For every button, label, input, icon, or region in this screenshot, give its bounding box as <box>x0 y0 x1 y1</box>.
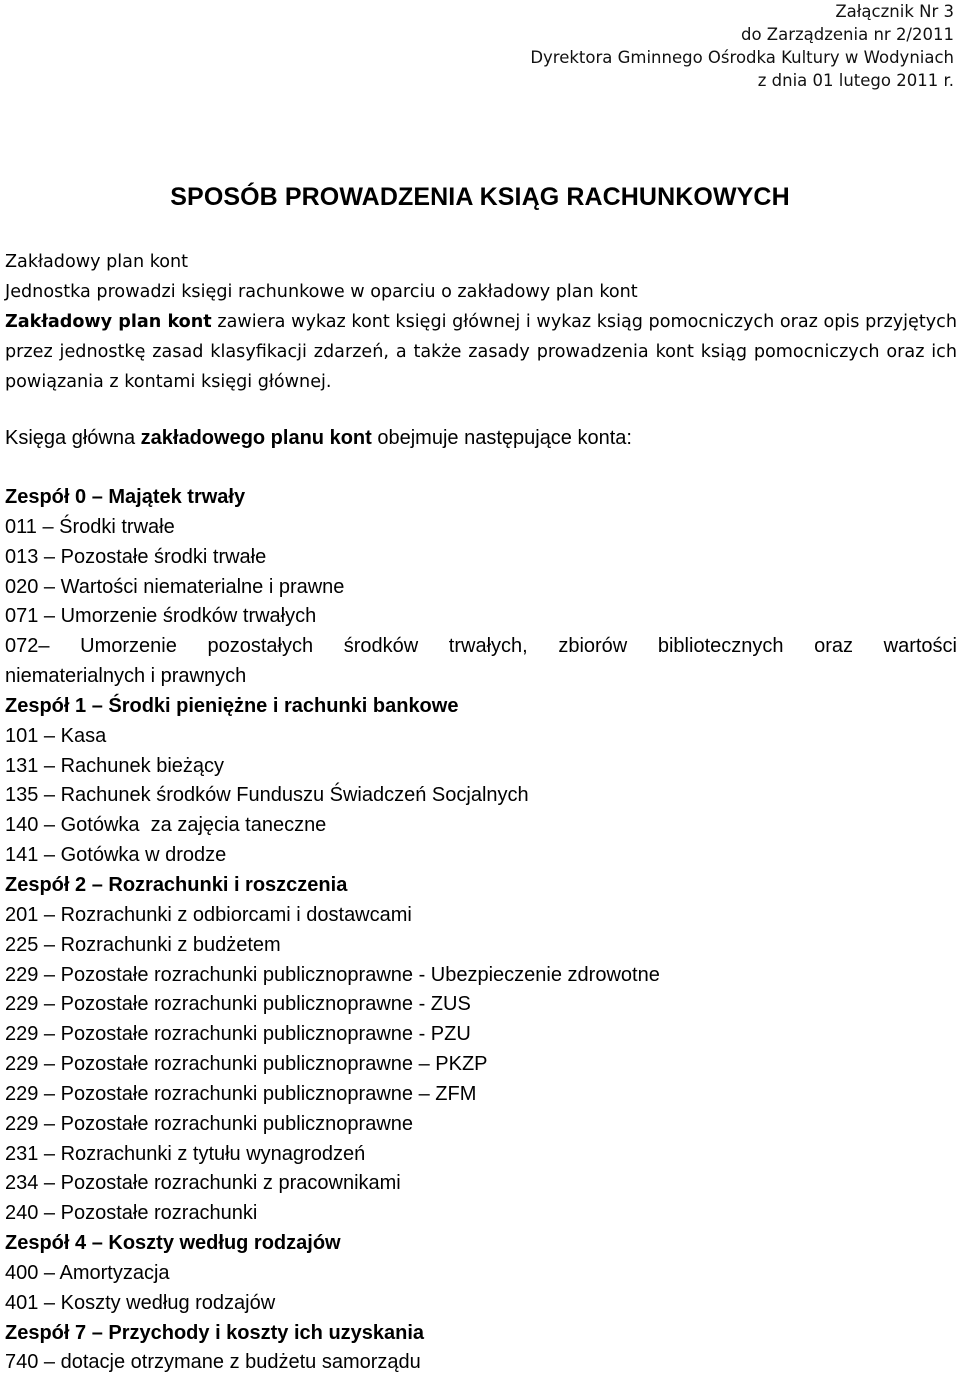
account-item: 225 – Rozrachunki z budżetem <box>5 933 281 956</box>
account-item: 140 – Gotówka za zajęcia taneczne <box>5 814 327 837</box>
account-item: 229 – Pozostałe rozrachunki publicznoprawne - PZU <box>5 1023 471 1046</box>
account-item: 201 – Rozrachunki z odbiorcami i dostawcami <box>5 903 412 926</box>
account-item: 740 – dotacje otrzymane z budżetu samorządu <box>5 1351 421 1374</box>
intro-paragraph-bold: Zakładowy plan kont <box>5 312 212 332</box>
account-item: 141 – Gotówka w drodze <box>5 844 227 867</box>
account-item: 011 – Środki trwałe <box>5 515 175 538</box>
ledger-intro-text: Księga główna <box>5 427 141 449</box>
account-item: 240 – Pozostałe rozrachunki <box>5 1202 258 1225</box>
annex-number: Załącznik Nr 3 <box>835 2 954 21</box>
account-item: 071 – Umorzenie środków trwałych <box>5 605 317 628</box>
account-item: 234 – Pozostałe rozrachunki z pracownikami <box>5 1172 401 1195</box>
issuer: Dyrektora Gminnego Ośrodka Kultury w Wodyniach <box>530 48 954 67</box>
account-item: 400 – Amortyzacja <box>5 1261 170 1284</box>
ledger-intro-bold: zakładowego planu kont <box>140 427 372 449</box>
account-item-continuation: niematerialnych i prawnych <box>5 665 247 688</box>
account-item: 020 – Wartości niematerialne i prawne <box>5 575 345 598</box>
group-heading: Zespół 4 – Koszty według rodzajów <box>5 1232 341 1255</box>
account-item: 229 – Pozostałe rozrachunki publicznoprawne – PKZP <box>5 1053 488 1076</box>
account-item: 101 – Kasa <box>5 724 107 747</box>
intro-line: Jednostka prowadzi księgi rachunkowe w oparciu o zakładowy plan kont <box>5 282 638 302</box>
account-item: 131 – Rachunek bieżący <box>5 754 225 777</box>
account-item: 229 – Pozostałe rozrachunki publicznoprawne - Ubezpieczenie zdrowotne <box>5 963 660 986</box>
account-item: 013 – Pozostałe środki trwałe <box>5 545 267 568</box>
account-item: 135 – Rachunek środków Funduszu Świadczeń Socjalnych <box>5 784 529 807</box>
ledger-intro-text-end: obejmuje następujące konta: <box>371 427 632 449</box>
document-header <box>530 0 954 92</box>
ledger-intro <box>5 424 957 454</box>
account-item: 229 – Pozostałe rozrachunki publicznoprawne <box>5 1112 414 1135</box>
intro-paragraph <box>5 307 957 397</box>
account-item: 072– Umorzenie pozostałych środków trwałych, zbiorów bibliotecznych oraz wartości <box>5 635 957 658</box>
account-item: 231 – Rozrachunki z tytułu wynagrodzeń <box>5 1142 366 1165</box>
account-item: 229 – Pozostałe rozrachunki publicznoprawne - ZUS <box>5 993 471 1016</box>
group-heading: Zespół 1 – Środki pieniężne i rachunki bankowe <box>5 694 459 717</box>
page-title: SPOSÓB PROWADZENIA KSIĄG RACHUNKOWYCH <box>170 183 790 211</box>
account-item: 401 – Koszty według rodzajów <box>5 1291 276 1314</box>
group-heading: Zespół 7 – Przychody i koszty ich uzyskania <box>5 1321 425 1344</box>
ledger-intro-line <box>5 424 957 454</box>
ordinance-reference: do Zarządzenia nr 2/2011 <box>740 25 954 44</box>
issue-date: z dnia 01 lutego 2011 r. <box>757 71 954 90</box>
account-item: 229 – Pozostałe rozrachunki publicznoprawne – ZFM <box>5 1082 477 1105</box>
accounts-list <box>5 483 957 1378</box>
intro-paragraph-text: zawiera wykaz kont księgi głównej i wykaz ksiąg pomocniczych oraz opis przyjętych przez jednostkę zasad klasyfikacji zdarzeń, a także zasady prowadzenia kont ksiąg pomocniczych oraz ich powiązania z kontami księgi głównej. <box>5 312 957 392</box>
intro-heading: Zakładowy plan kont <box>5 252 189 272</box>
group-heading: Zespół 0 – Majątek trwały <box>5 486 246 508</box>
group-heading: Zespół 2 – Rozrachunki i roszczenia <box>5 873 348 896</box>
intro-section <box>5 247 957 397</box>
